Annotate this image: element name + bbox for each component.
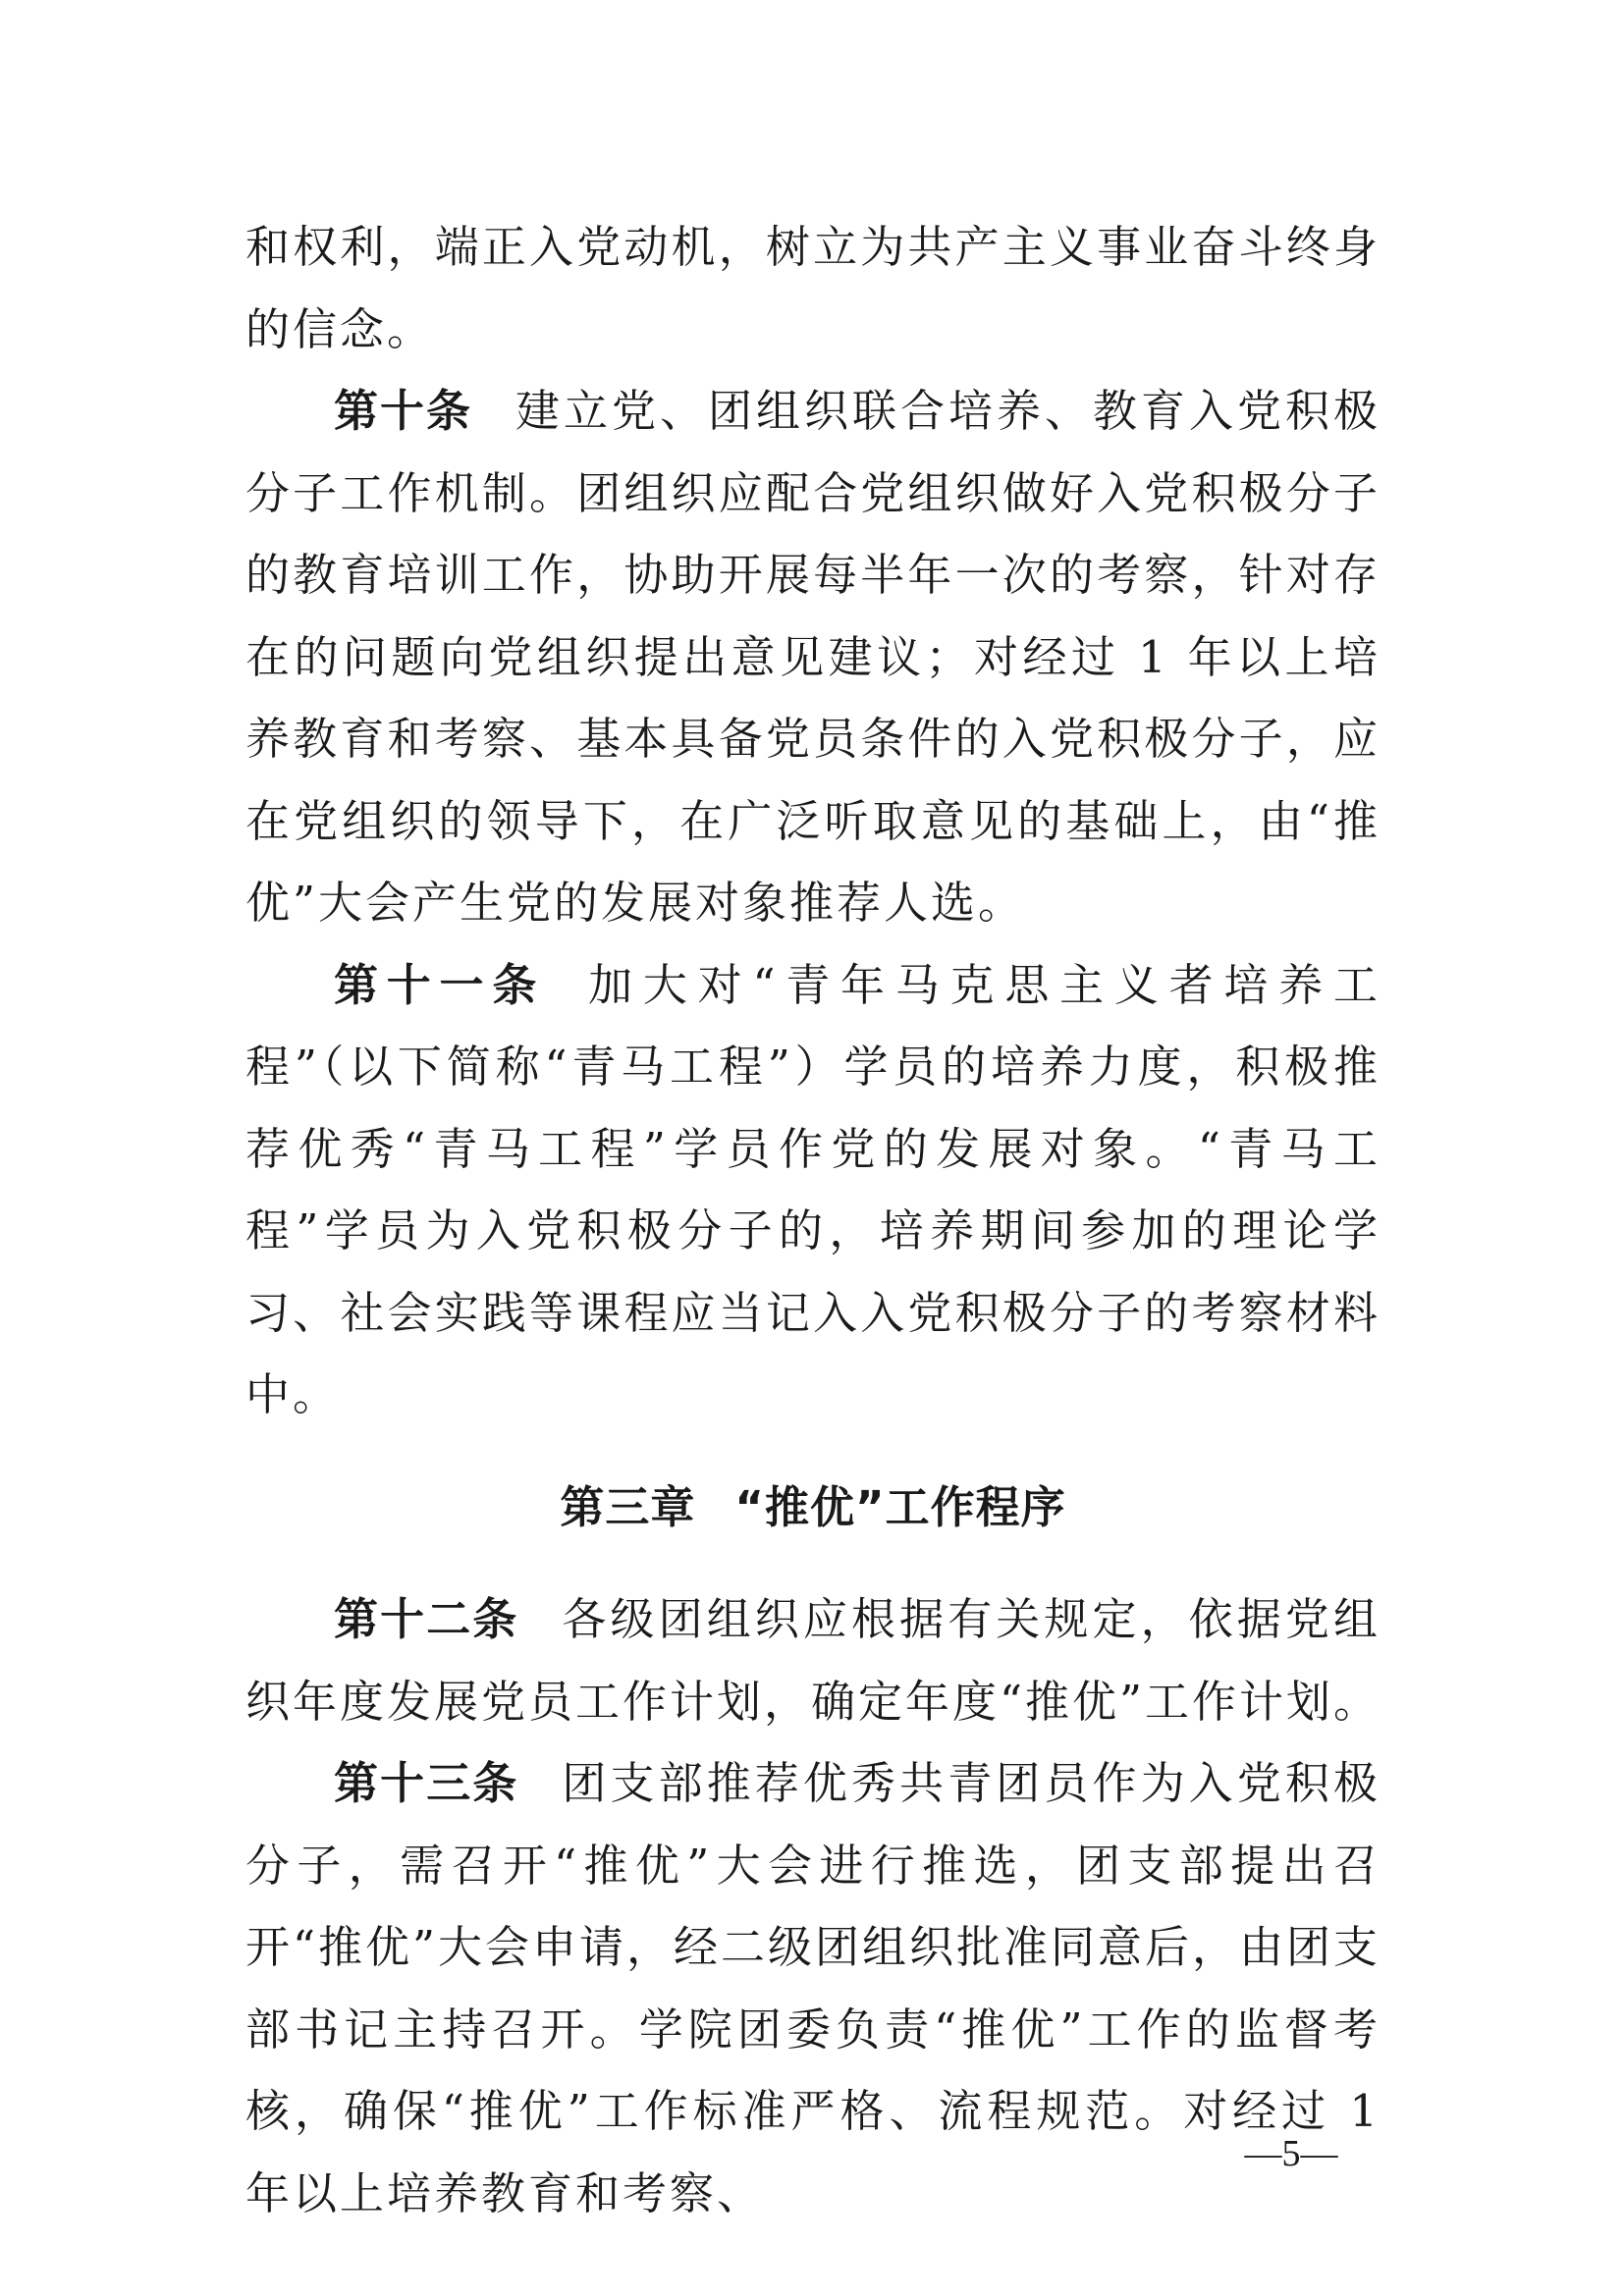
- body-text: [245, 206, 1380, 2234]
- paragraph-continuation: [245, 206, 1380, 370]
- article-text: 各级团组织应根据有关规定，依据党组织年度发展党员工作计划，确定年度“推优”工作计划。: [245, 1593, 1381, 1728]
- chapter-heading: [245, 1467, 1380, 1549]
- chapter-number: 第三章: [560, 1480, 696, 1533]
- article-text: 加大对“青年马克思主义者培养工程”（以下简称“青马工程”）学员的培养力度，积极推荐优秀“青马工程”学员作党的发展对象。“青马工程”学员为入党积极分子的，培养期间参加的理论学习、社会实践等课程应当记入入党积极分子的考察材料中。: [245, 958, 1380, 1420]
- article-text: 建立党、团组织联合培养、教育入党积极分子工作机制。团组织应配合党组织做好入党积极分子的教育培训工作，协助开展每半年一次的考察，针对存在的问题向党组织提出意见建议；对经过 1 年以上培养教育和考察、基本具备党员条件的入党积极分子，应在党组织的领导下，在广泛听取意见的基础上，由“推优”大会产生党的发展对象推荐人选。: [245, 385, 1380, 929]
- article-label: 第十三条: [334, 1757, 519, 1809]
- article-10: [245, 370, 1380, 944]
- article-label: 第十一条: [334, 958, 546, 1011]
- article-12: [245, 1578, 1380, 1742]
- chapter-title: “推优”工作程序: [734, 1480, 1066, 1533]
- article-label: 第十条: [334, 385, 472, 437]
- page-number: —5—: [1244, 2133, 1338, 2174]
- article-label: 第十二条: [334, 1593, 519, 1645]
- article-text: 团支部推荐优秀共青团员作为入党积极分子，需召开“推优”大会进行推选，团支部提出召开“推优”大会申请，经二级团组织批准同意后，由团支部书记主持召开。学院团委负责“推优”工作的监督考核，确保“推优”工作标准严格、流程规范。对经过 1 年以上培养教育和考察、: [245, 1757, 1381, 2219]
- article-11: [245, 944, 1380, 1436]
- article-13: [245, 1742, 1380, 2234]
- paragraph-text: 和权利，端正入党动机，树立为共产主义事业奋斗终身的信念。: [245, 221, 1380, 355]
